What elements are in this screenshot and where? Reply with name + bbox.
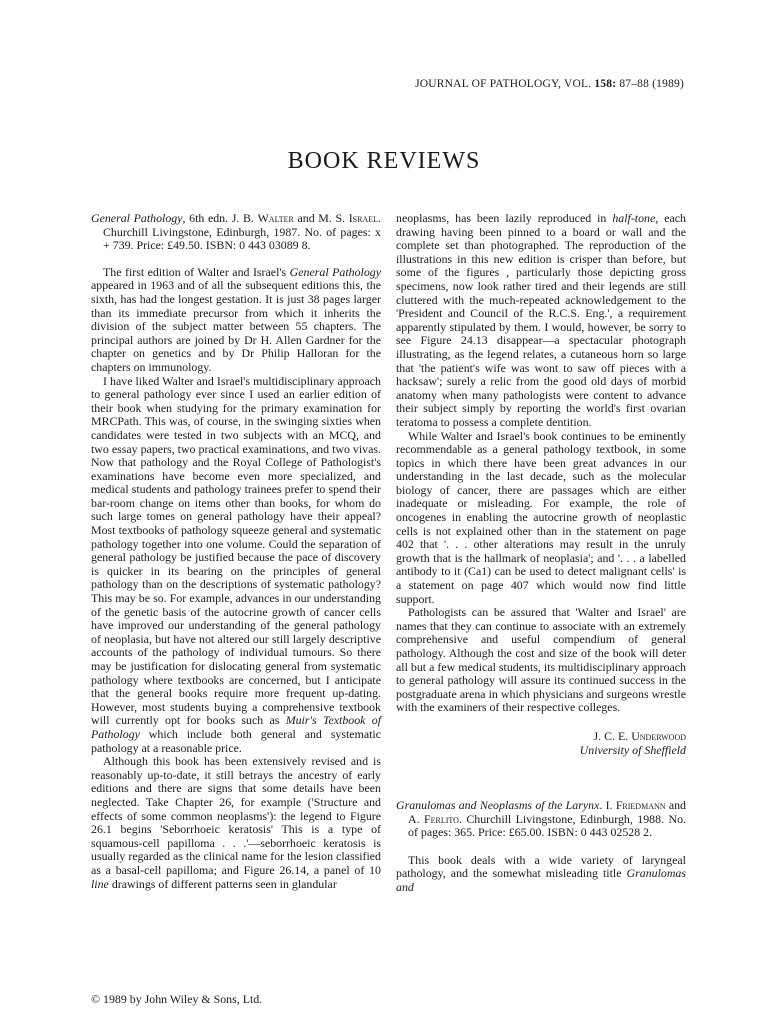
book-title: Granulomas and Neoplasms of the Larynx: [396, 797, 600, 812]
review1-citation: General Pathology, 6th edn. J. B. Walter and M. S. Israel. Churchill Livingstone, Edinburgh, 1987. No. of pages: x + 739. Price: £49.50. ISBN: 0 443 03089 8.: [91, 211, 381, 253]
author: Friedmann: [615, 797, 666, 812]
paragraph: Although this book has been extensively revised and is reasonably up-to-date, it still betrays the ancestry of early editions and there are signs that some details have been neglected. Take Chapter 26, for example ('Structure and effects of some common neoplasms'): the legend to Figure 26.1 begins 'Seborrhoeic keratosis' This is a type of squamous-cell papilloma . . .'—seborrhoeic keratosis is usually regarded as the clinical name for the lesion classified as a basal-cell papilloma; and Figure 26.14, a panel of 10 line drawings of different patterns seen in glandular: [91, 754, 381, 891]
reviewer-affiliation: University of Sheffield: [579, 742, 686, 757]
review2-citation: Granulomas and Neoplasms of the Larynx. I. Friedmann and A. Ferlito. Churchill Livingstone, Edinburgh, 1988. No. of pages: 365. Price: £65.00. ISBN: 0 443 02528 2.: [396, 797, 686, 840]
author: Walter: [257, 211, 294, 225]
running-header: [415, 78, 684, 90]
page-range: 87–88 (1989): [619, 78, 684, 90]
author: Israel: [348, 211, 379, 225]
volume-number: 158:: [594, 78, 617, 90]
journal-name: JOURNAL OF PATHOLOGY, VOL.: [415, 78, 592, 90]
copyright-notice: © 1989 by John Wiley & Sons, Ltd.: [91, 992, 263, 1006]
right-column: [396, 212, 686, 895]
paragraph: I have liked Walter and Israel's multidisciplinary approach to general pathology ever since I used an earlier edition of their book when studying for the primary examination for MRCPath. This was, of course, in the swinging sixties when candidates were tested in two subjects with an MCQ, and two essay papers, two practical examinations, and two vivas. Now that pathology and the Royal College of Pathologist's examinations have become even more specialized, and medical students and pathology trainees prefer to spend their bar-room change on items other than books, for whom do such large tomes on general pathology have their appeal? Most textbooks of pathology squeeze general and systematic pathology together into one volume. Could the separation of general pathology be justified because the pace of discovery is quicker in its bearing on the principles of general pathology than on the descriptions of systematic pathology? This may be so. For example, advances in our understanding of the genetic basis of the autocrine growth of cancer cells have improved our understanding of the general pathology of neoplasia, but have not altered our still largely descriptive accounts of the pathology of individual tumours. So there may be justification for dislocating general from systematic pathology where textbooks are concerned, but I anticipate that the general books require more frequent up-dating. However, most students buying a comprehensive textbook will currently opt for books such as Muir's Textbook of Pathology which include both general and systematic pathology at a reasonable price.: [91, 373, 381, 755]
author: Ferlito: [424, 811, 459, 826]
paragraph: While Walter and Israel's book continues to be eminently recommendable as a general pathology textbook, in some topics in which there have been great advances in our understanding in the last decade, such as the molecular biology of cancer, there are passages which are either inadequate or misleading. For example, the role of oncogenes in enabling the autocrine growth of neoplastic cells is not explained other than in the statement on page 402 that '. . . other alterations may result in the unruly growth that is the hallmark of neoplasia'; and '. . . a labelled antibody to it (Ca1) can be used to detect malignant cells' is a statement on page 407 which would now find little support.: [396, 428, 686, 606]
paragraph: Pathologists can be assured that 'Walter and Israel' are names that they can continue to associate with an extremely comprehensive and useful compendium of general pathology. Although the cost and size of the book will deter all but a few medical students, its multidisciplinary approach to general pathology will assure its continued success in the postgraduate arena in which physicians and surgeons wrestle with the examiners of their respective colleges.: [396, 605, 686, 715]
paragraph: neoplasms, has been lazily reproduced in half-tone, each drawing having been pinned to a board or wall and the complete set than photographed. The reproduction of the illustrations in this new edition is crisper than before, but some of the figures , particularly those depicting gross specimens, now look rather tired and their legends are still cluttered with the much-repeated acknowledgement to the 'President and Council of the R.C.S. Eng.', a requirement apparently stipulated by them. I would, however, be sorry to see Figure 24.13 disappear—a spectacular photograph illustrating, as the legend relates, a cutaneous horn so large that 'the patient's wife was wont to saw off pieces with a hacksaw'; surely a relic from the good old days of morbid anatomy when many pathologists were content to advance their subject simply by reporting the world's first ovarian teratoma to possess a complete dentition.: [396, 211, 686, 429]
paragraph: The first edition of Walter and Israel's General Pathology appeared in 1963 and of all the subsequent editions this, the sixth, has had the longest gestation. It is just 38 pages larger than its immediate precursor from which it inherits the division of the subject matter between 55 chapters. The principal authors are joined by Dr H. Allen Gardner for the chapter on genetics and by Dr Philip Halloran for the chapters on immunology.: [91, 264, 382, 374]
reviewer-signature: [396, 729, 686, 757]
book-title: General Pathology: [91, 211, 183, 225]
paragraph: This book deals with a wide variety of laryngeal pathology, and the somewhat misleading title Granulomas and: [396, 852, 686, 894]
reviewer-name: J. C. E. Underwood: [593, 728, 686, 743]
page-title: BOOK REVIEWS: [287, 148, 481, 174]
left-column: [91, 212, 381, 891]
